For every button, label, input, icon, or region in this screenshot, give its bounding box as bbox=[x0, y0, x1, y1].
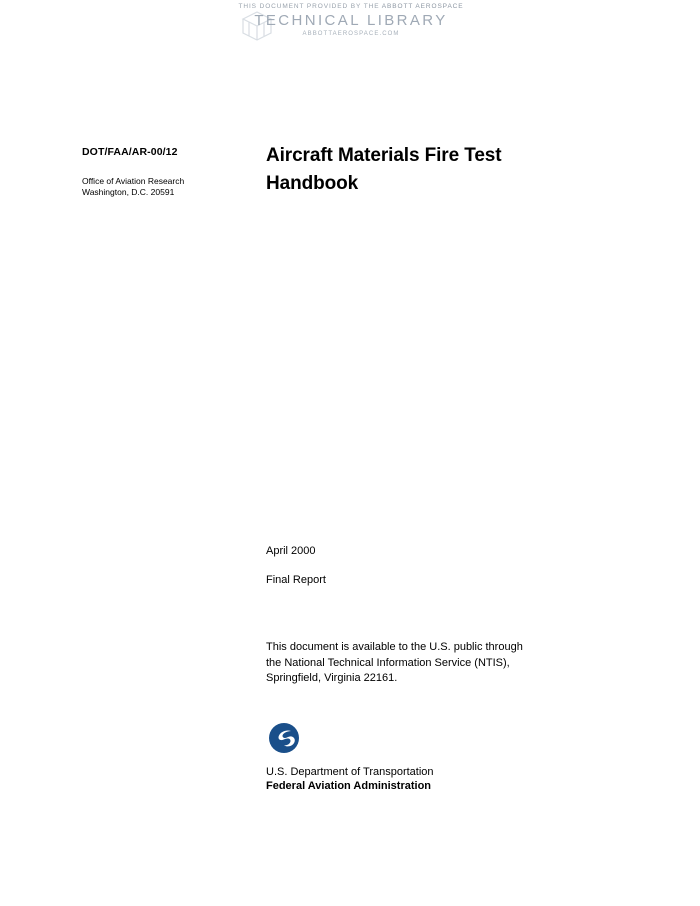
watermark-banner bbox=[0, 0, 700, 48]
dot-triskelion-seal-icon bbox=[268, 722, 300, 754]
administration-name: Federal Aviation Administration bbox=[266, 780, 432, 792]
department-name: U.S. Department of Transportation bbox=[266, 766, 434, 778]
report-type: Final Report bbox=[266, 574, 326, 586]
office-name: Office of Aviation Research bbox=[82, 176, 185, 186]
watermark-url: ABBOTTAEROSPACE.COM bbox=[302, 31, 400, 37]
availability-statement: This document is available to the U.S. public through the National Technical Information Service (NTIS), Springfield, Virginia 22161. bbox=[266, 641, 523, 684]
watermark-prefix: THIS DOCUMENT PROVIDED BY THE bbox=[238, 3, 380, 10]
watermark-line-1 bbox=[236, 2, 466, 11]
issuing-office bbox=[82, 176, 184, 198]
report-number: DOT/FAA/AR-00/12 bbox=[82, 146, 178, 158]
watermark-brand: ABBOTT AEROSPACE bbox=[381, 3, 464, 10]
publication-date: April 2000 bbox=[266, 545, 316, 557]
watermark-title: TECHNICAL LIBRARY bbox=[254, 12, 448, 29]
page-title: Aircraft Materials Fire Test Handbook bbox=[266, 145, 502, 194]
office-address: Washington, D.C. 20591 bbox=[82, 187, 175, 197]
